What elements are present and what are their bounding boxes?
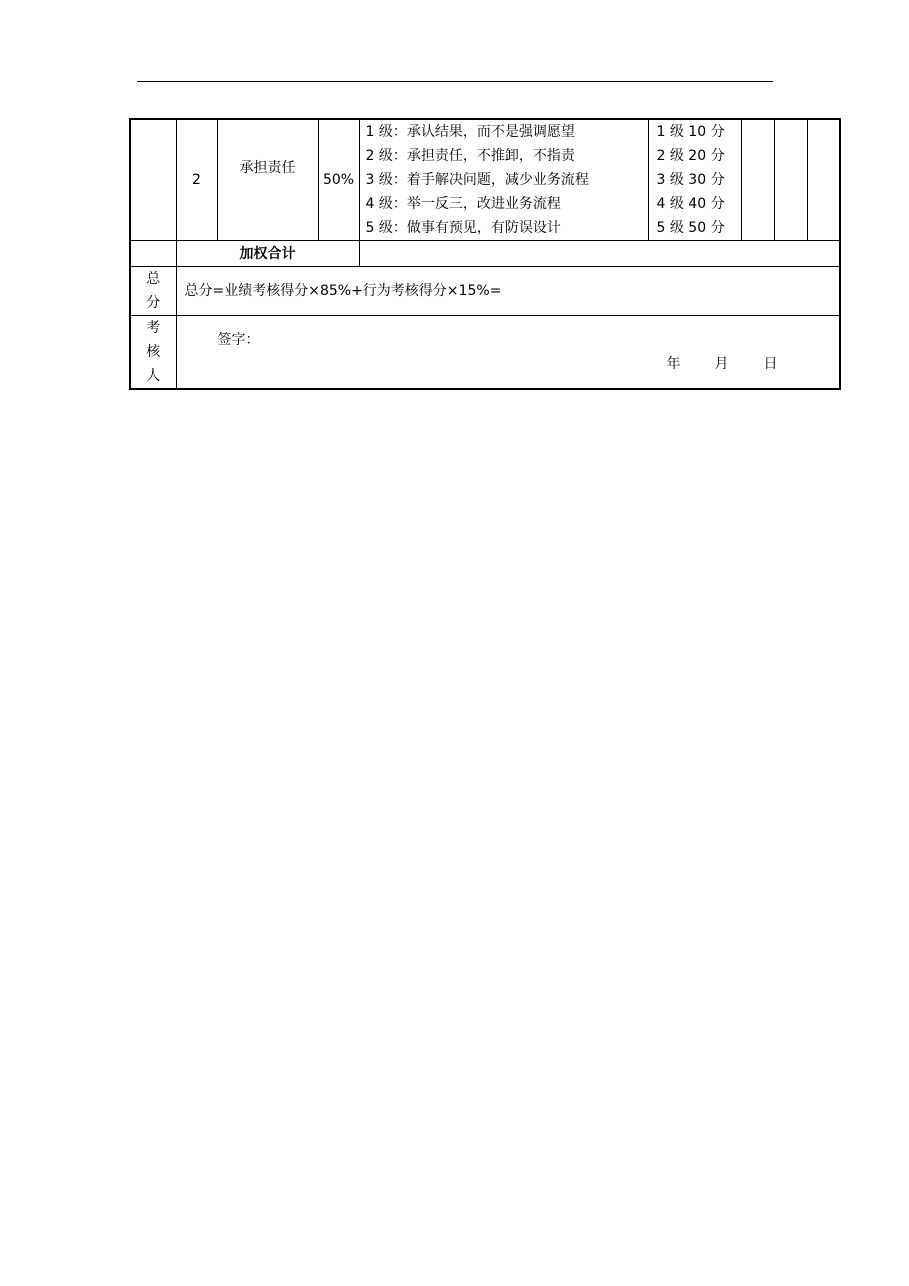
level-score: 5 级 50 分 <box>656 220 725 236</box>
header-rule <box>137 81 773 82</box>
total-label <box>130 267 176 316</box>
reviewer-score-cell[interactable] <box>774 119 807 241</box>
reviewer-label-char: 人 <box>146 368 161 384</box>
total-row <box>130 267 840 316</box>
level-score: 2 级 20 分 <box>656 148 725 164</box>
date-year-label: 年 <box>666 356 681 372</box>
level-description: 1 级：承认结果，而不是强调愿望 <box>365 124 575 140</box>
level-description: 3 级：着手解决问题，减少业务流程 <box>365 172 589 188</box>
total-label-char: 总 <box>146 271 161 287</box>
weighted-total-label: 加权合计 <box>176 241 359 267</box>
item-row <box>130 119 840 241</box>
level-description: 5 级：做事有预见，有防误设计 <box>365 220 561 236</box>
total-formula: 总分=业绩考核得分×85%+行为考核得分×15%= <box>176 267 840 316</box>
signature-label: 签字： <box>217 332 260 348</box>
signature-cell[interactable] <box>176 316 840 390</box>
reviewer-row <box>130 316 840 390</box>
weighted-total-value[interactable] <box>359 241 840 267</box>
evaluation-table <box>129 118 841 390</box>
weighted-total-row <box>130 241 840 267</box>
final-score-cell[interactable] <box>807 119 840 241</box>
level-score: 4 级 40 分 <box>656 196 725 212</box>
level-description: 4 级：举一反三，改进业务流程 <box>365 196 561 212</box>
item-number: 2 <box>176 119 217 241</box>
reviewer-label-char: 考 <box>146 320 161 336</box>
item-name: 承担责任 <box>217 119 318 241</box>
level-score: 1 级 10 分 <box>656 124 725 140</box>
level-descriptions <box>359 119 648 241</box>
item-weight: 50% <box>318 119 359 241</box>
level-description: 2 级：承担责任，不推卸，不指责 <box>365 148 575 164</box>
reviewer-label-char: 核 <box>146 344 161 360</box>
date-month-label: 月 <box>714 356 729 372</box>
weighted-total-blank <box>130 241 176 267</box>
self-score-cell[interactable] <box>741 119 774 241</box>
date-day-label: 日 <box>763 356 778 372</box>
reviewer-label <box>130 316 176 390</box>
level-scores <box>648 119 741 241</box>
category-cell <box>130 119 176 241</box>
level-score: 3 级 30 分 <box>656 172 725 188</box>
total-label-char: 分 <box>146 295 161 311</box>
